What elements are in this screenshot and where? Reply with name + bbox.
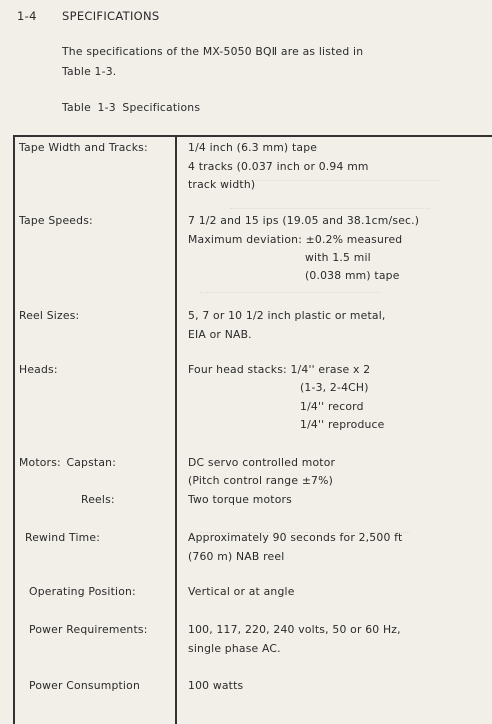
intro-line-2: Table 1-3.	[62, 65, 117, 78]
value-tape-width-3: track width)	[188, 178, 256, 191]
label-power-consumption: Power Consumption	[29, 679, 140, 692]
value-motors-1: DC servo controlled motor	[188, 456, 336, 469]
label-reel-sizes: Reel Sizes:	[19, 309, 80, 322]
label-motors: Motors: Capstan:	[19, 456, 117, 469]
label-tape-speeds: Tape Speeds:	[19, 214, 93, 227]
value-motors-2: (Pitch control range ±7%)	[188, 474, 334, 487]
value-tape-width-2: 4 tracks (0.037 inch or 0.94 mm	[188, 160, 369, 173]
section-number: 1-4	[17, 9, 37, 23]
value-rewind-1: Approximately 90 seconds for 2,500 ft	[188, 531, 403, 544]
label-heads: Heads:	[19, 363, 58, 376]
table-left-border	[13, 135, 15, 724]
value-reel-sizes-2: EIA or NAB.	[188, 328, 252, 341]
value-power-requirements-2: single phase AC.	[188, 642, 281, 655]
intro-line-1: The specifications of the MX-5050 BQⅡ are as listed in	[62, 45, 364, 58]
section-title: SPECIFICATIONS	[62, 9, 160, 23]
value-operating-position: Vertical or at angle	[188, 585, 295, 598]
table-caption: Table 1-3 Specifications	[62, 101, 201, 114]
label-motors-reels: Reels:	[81, 493, 115, 506]
value-tape-width-1: 1/4 inch (6.3 mm) tape	[188, 141, 318, 154]
value-power-consumption: 100 watts	[188, 679, 244, 692]
value-motors-3: Two torque motors	[188, 493, 292, 506]
value-tape-speeds-3: with 1.5 mil	[305, 251, 371, 264]
value-tape-speeds-4: (0.038 mm) tape	[305, 269, 400, 282]
table-column-divider	[175, 135, 177, 724]
label-rewind-time: Rewind Time:	[25, 531, 101, 544]
table-top-border	[13, 135, 492, 137]
value-power-requirements-1: 100, 117, 220, 240 volts, 50 or 60 Hz,	[188, 623, 401, 636]
value-tape-speeds-1: 7 1/2 and 15 ips (19.05 and 38.1cm/sec.)	[188, 214, 420, 227]
label-power-requirements: Power Requirements:	[29, 623, 148, 636]
label-tape-width: Tape Width and Tracks:	[19, 141, 148, 154]
value-heads-1: Four head stacks: 1/4'' erase x 2	[188, 363, 371, 376]
value-reel-sizes-1: 5, 7 or 10 1/2 inch plastic or metal,	[188, 309, 386, 322]
value-tape-speeds-2: Maximum deviation: ±0.2% measured	[188, 233, 403, 246]
label-operating-position: Operating Position:	[29, 585, 136, 598]
value-rewind-2: (760 m) NAB reel	[188, 550, 285, 563]
value-heads-2: (1-3, 2-4CH)	[300, 381, 369, 394]
show-through-mark	[230, 196, 430, 209]
value-heads-4: 1/4'' reproduce	[300, 418, 385, 431]
value-heads-3: 1/4'' record	[300, 400, 364, 413]
